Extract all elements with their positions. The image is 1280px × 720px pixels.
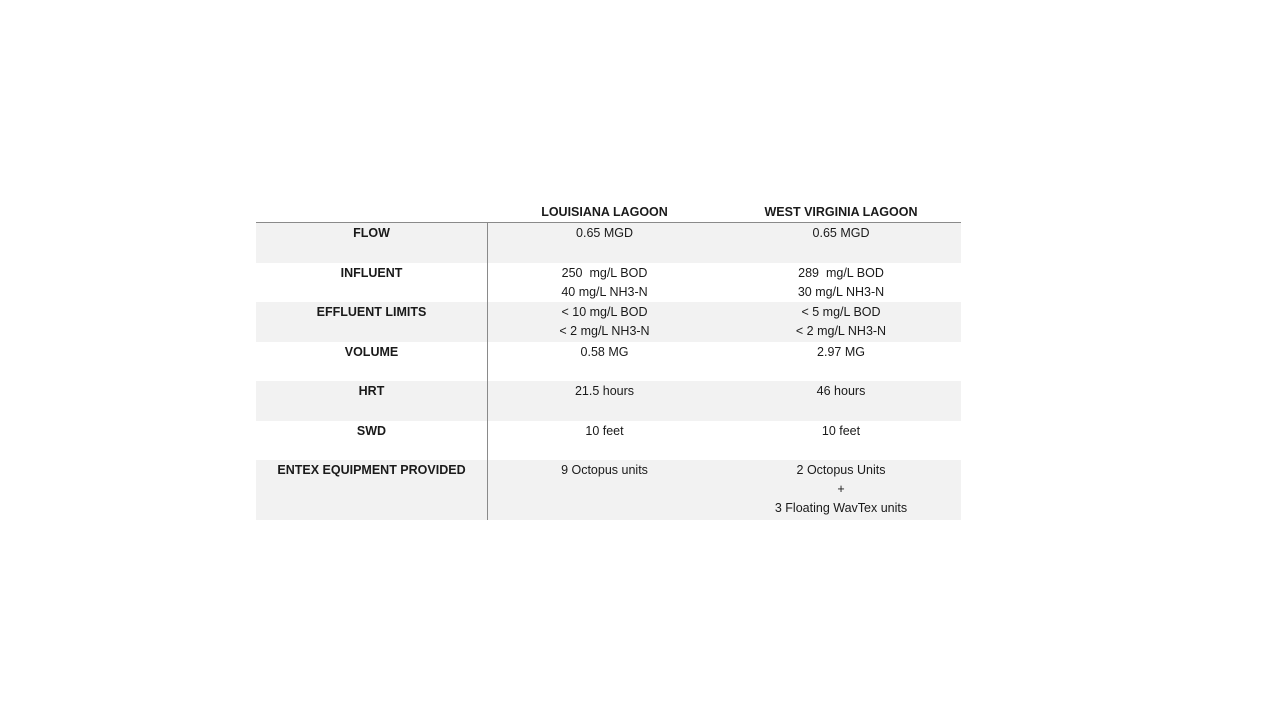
value-line: < 2 mg/L NH3-N	[795, 324, 887, 338]
louisiana-value	[488, 421, 721, 461]
value-line: 40 mg/L NH3-N	[561, 284, 648, 299]
header-blank	[256, 201, 488, 222]
row-label: EFFLUENT LIMITS	[256, 302, 488, 342]
table-row	[256, 302, 961, 342]
value-line: 10 feet	[585, 423, 624, 438]
value-line: +	[837, 482, 845, 496]
west-virginia-value	[721, 381, 961, 421]
louisiana-value	[488, 342, 721, 382]
value-line: 289 mg/L BOD	[798, 265, 884, 280]
value-line: 0.58 MG	[580, 344, 629, 359]
comparison-table	[256, 201, 961, 520]
value-line: 10 feet	[821, 423, 861, 438]
west-virginia-value	[721, 263, 961, 303]
value-line: 2 Octopus Units	[796, 463, 886, 477]
west-virginia-value	[721, 223, 961, 263]
table-row	[256, 460, 961, 520]
west-virginia-value	[721, 302, 961, 342]
value-line: 0.65 MGD	[576, 226, 633, 240]
row-label: VOLUME	[256, 342, 488, 382]
west-virginia-value	[721, 342, 961, 382]
table-row	[256, 263, 961, 303]
west-virginia-value	[721, 460, 961, 520]
louisiana-value	[488, 302, 721, 342]
value-line: 2.97 MG	[817, 344, 865, 359]
header-louisiana-lagoon: LOUISIANA LAGOON	[541, 205, 668, 219]
table-row	[256, 421, 961, 461]
row-label: INFLUENT	[256, 263, 488, 303]
value-line: 0.65 MGD	[812, 226, 870, 240]
row-label: SWD	[256, 421, 488, 461]
value-line: < 10 mg/L BOD	[561, 305, 648, 319]
row-label: ENTEX EQUIPMENT PROVIDED	[256, 460, 488, 520]
louisiana-value	[488, 223, 721, 263]
header-west-virginia-lagoon: WEST VIRGINIA LAGOON	[764, 205, 918, 219]
value-line: 9 Octopus units	[561, 463, 648, 477]
value-line: 250 mg/L BOD	[561, 265, 648, 280]
table-row	[256, 381, 961, 421]
louisiana-value	[488, 263, 721, 303]
row-label: FLOW	[256, 223, 488, 263]
louisiana-value	[488, 381, 721, 421]
value-line: < 5 mg/L BOD	[801, 305, 881, 319]
value-line: 30 mg/L NH3-N	[797, 284, 885, 299]
value-line: 3 Floating WavTex units	[774, 501, 908, 515]
west-virginia-value	[721, 421, 961, 461]
table-row	[256, 342, 961, 382]
louisiana-value	[488, 460, 721, 520]
value-line: < 2 mg/L NH3-N	[559, 324, 650, 338]
value-line: 21.5 hours	[574, 384, 635, 398]
table-row	[256, 223, 961, 263]
table-header	[256, 201, 961, 223]
value-line: 46 hours	[816, 384, 866, 398]
row-label: HRT	[256, 381, 488, 421]
